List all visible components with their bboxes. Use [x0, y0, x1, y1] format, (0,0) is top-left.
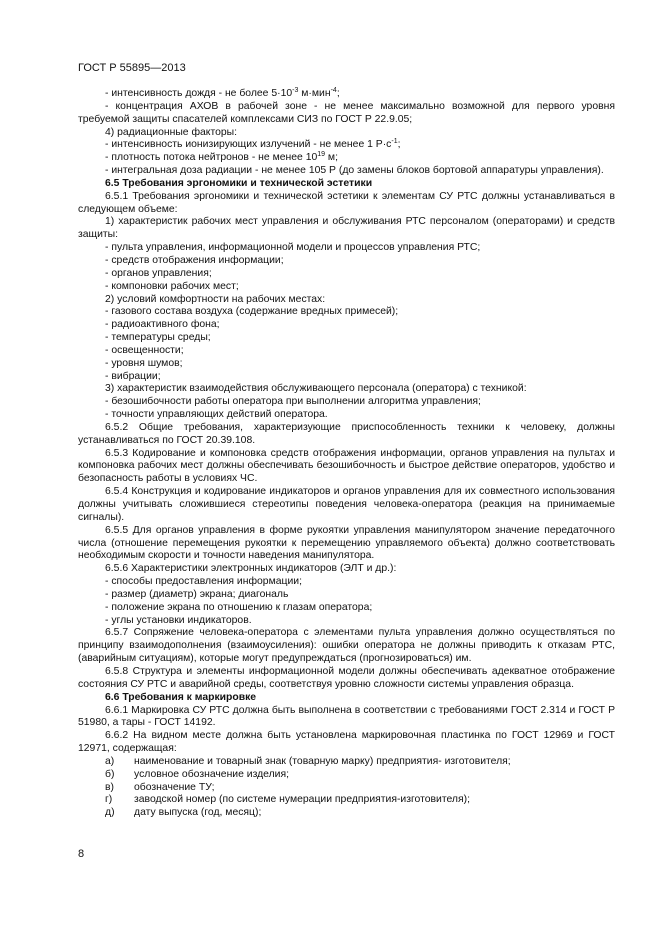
ahov-line: - концентрация АХОВ в рабочей зоне - не менее максимально возможной для первого уровня требуемой защиты спасателей комплексами СИЗ по ГОСТ Р 22.9.05; [78, 100, 615, 125]
list-item: - безошибочности работы оператора при выполнении алгоритма управления; [105, 396, 481, 408]
clause-6-5-6: 6.5.6 Характеристики электронных индикаторов (ЭЛТ и др.): [105, 563, 397, 575]
section-heading-6-5: 6.5 Требования эргономики и технической эстетики [105, 177, 373, 189]
list-item: - положение экрана по отношению к глазам оператора; [105, 601, 373, 613]
list-item: - уровня шумов; [105, 357, 183, 369]
neutron-line: - плотность потока нейтронов - не менее $10^{19}$ м; [105, 151, 338, 164]
clause-6-6-1: 6.6.1 Маркировка СУ РТС должна быть выполнена в соответствии с требованиями ГОСТ 2.314 и ГОСТ Р 51980, а тары - ГОСТ 14192. [78, 704, 615, 729]
clause-6-5-3: 6.5.3 Кодирование и компоновка средств отображения информации, органов управления на пультах и компоновка рабочих мест должны обеспечивать безошибочность и быстрое действие операторов, удобство и безопасность работы в условиях ЧС. [78, 447, 615, 485]
list-item: - пульта управления, информационной модели и процессов управления РТС; [105, 242, 481, 254]
section-heading-6-6: 6.6 Требования к маркировке [105, 691, 257, 703]
clause-6-5-4: 6.5.4 Конструкция и кодирование индикаторов и органов управления для их совместного использования должны учитывать сложившиеся стереотипы поведения человека-оператора (реакция на принимаемые сигналы). [78, 486, 615, 523]
clause-6-5-8: 6.5.8 Структура и элементы информационной модели должны обеспечивать адекватное отображение состояния СУ РТС и аварийной среды, соответствуя уровню сложности системы управления образца. [78, 665, 615, 690]
list-item: - органов управления; [105, 267, 212, 279]
page-header: ГОСТ Р 55895—2013 [78, 62, 186, 74]
clause-6-5-2: 6.5.2 Общие требования, характеризующие приспособленность техники к человеку, должны устанавливаться по ГОСТ 20.39.108. [78, 421, 615, 446]
list-item: - точности управляющих действий оператора. [105, 409, 328, 421]
list-item: - компоновки рабочих мест; [105, 280, 239, 292]
enum-item: в) обозначение ТУ; [105, 781, 215, 793]
clause-6-5-7: 6.5.7 Сопряжение человека-оператора с элементами пульта управления должно осуществляться по принципу взаимодополнения (взаимоусиления): ошибки оператора не должны приводить к отказам РТС, (аварийным ситуациям), которые могут предупреждаться (прогнозироваться) им. [78, 627, 615, 665]
integral-dose-line: - интегральная доза радиации - не менее 105 Р (до замены блоков бортовой аппаратуры управления). [105, 165, 604, 177]
list-item: - способы предоставления информации; [105, 576, 302, 588]
clause-6-5-1: 6.5.1 Требования эргономики и технической эстетики к элементам СУ РТС должны устанавливаться в следующем объеме: [78, 190, 615, 215]
clause-6-5-1-item-1: 1) характеристик рабочих мест управления и обслуживания РТС персоналом (операторами) и средств защиты: [78, 216, 615, 241]
enum-item: д) дату выпуска (год, месяц); [105, 807, 262, 819]
page-content [78, 88, 615, 820]
list-item: - вибрации; [105, 370, 161, 382]
clause-6-5-1-item-2: 2) условий комфортности на рабочих местах: [105, 293, 326, 305]
enum-item: б) условное обозначение изделия; [105, 768, 289, 780]
radiation-factors: 4) радиационные факторы: [105, 126, 238, 138]
page-number: 8 [78, 848, 85, 860]
list-item: - газового состава воздуха (содержание вредных примесей); [105, 306, 399, 318]
list-item: - освещенности; [105, 344, 184, 356]
list-item: - средств отображения информации; [105, 254, 284, 266]
clause-6-6-2: 6.6.2 На видном месте должна быть установлена маркировочная пластинка по ГОСТ 12969 и ГОСТ 12971, содержащая: [78, 730, 615, 755]
enum-item: г) заводской номер (по системе нумерации предприятия-изготовителя); [105, 794, 470, 806]
list-item: - углы установки индикаторов. [105, 614, 252, 626]
list-item: - размер (диаметр) экрана; диагональ [105, 588, 289, 600]
clause-6-5-1-item-3: 3) характеристик взаимодействия обслуживающего персонала (оператора) с техникой: [105, 383, 527, 395]
list-item: - радиоактивного фона; [105, 319, 220, 331]
list-item: - температуры среды; [105, 332, 211, 344]
ionizing-line: - интенсивность ионизирующих излучений - не менее 1 $Р\cdot с^{-1}$; [105, 138, 401, 151]
rain-line: - интенсивность дождя - не более $5\cdot 10^{-3}$ м·мин$^{-4}$; [105, 87, 340, 99]
enum-item: а) наименование и товарный знак (товарную марку) предприятия- изготовителя; [105, 755, 511, 767]
clause-6-5-5: 6.5.5 Для органов управления в форме рукоятки управления манипулятором значение передаточного числа (отношение перемещения рукоятки к перемещению управляемого объекта) должно соответствовать необходимым скорости и точности наведения манипулятора. [78, 524, 615, 562]
